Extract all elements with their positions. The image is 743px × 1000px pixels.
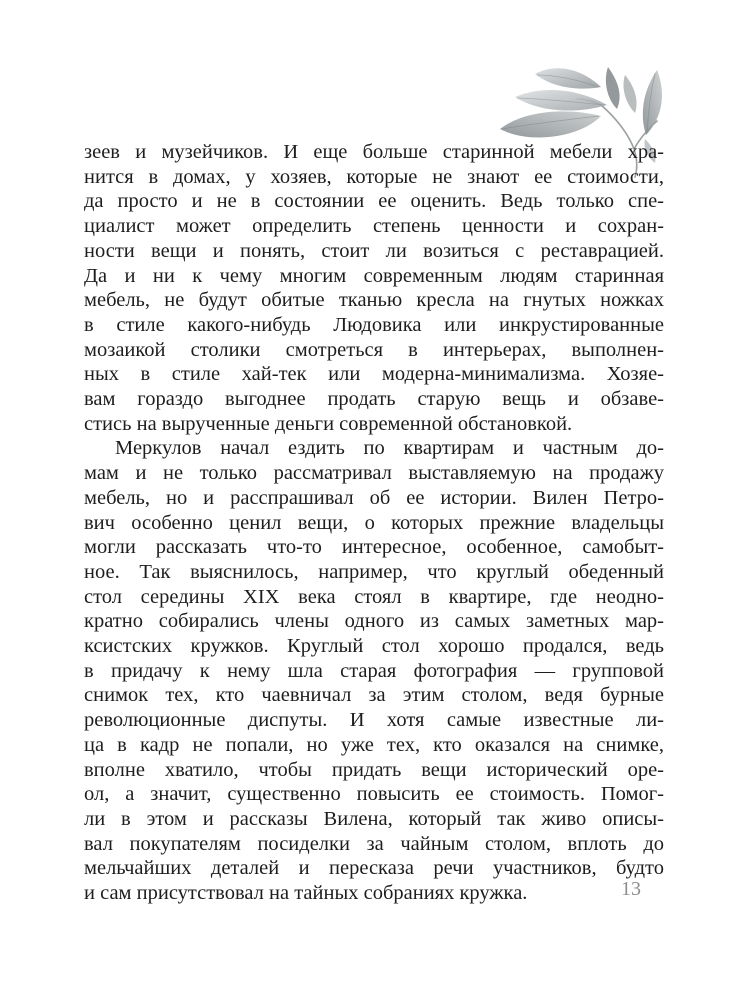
text-line: стись на вырученные деньги современной обстановкой. (84, 412, 573, 435)
text-line: стол середины XIX века стоял в квартире, где неодно- (84, 585, 664, 608)
text-line: мам и не только рассматривал выставляемую на продажу (84, 462, 664, 485)
text-line: да просто и не в состоянии ее оценить. Ведь только спе- (84, 190, 664, 213)
body-text (84, 140, 664, 906)
text-line: в стиле какого-нибудь Людовика или инкрустированные (84, 313, 664, 336)
text-line: зеев и музейчиков. И еще больше старинной мебели хра- (84, 141, 664, 163)
text-line: снимок тех, кто чаевничал за этим столом, ведя бурные (84, 684, 664, 707)
text-line: в придачу к нему шла старая фотография — групповой (84, 659, 664, 682)
paragraph-1 (84, 140, 664, 436)
text-line: революционные диспуты. И хотя самые известные ли- (84, 709, 664, 732)
text-line: вполне хватило, чтобы придать вещи исторический оре- (84, 758, 664, 781)
text-line: мебель, не будут обитые тканью кресла на гнутых ножках (84, 289, 664, 312)
text-line: кратно собирались члены одного из самых заметных мар- (84, 610, 664, 633)
text-line: и сам присутствовал на тайных собраниях кружка. (84, 882, 528, 905)
text-line: нится в домах, у хозяев, которые не знают ее стоимости, (84, 165, 664, 188)
text-line: мельчайших деталей и пересказа речи участников, будто (84, 857, 664, 880)
leaf (515, 90, 607, 111)
text-line: Меркулов начал ездить по квартирам и частным до- (115, 437, 664, 460)
text-line: ол, а значит, существенно повысить ее стоимость. Помог- (84, 783, 664, 806)
paragraph-2 (84, 436, 664, 905)
page-number: 13 (621, 878, 641, 900)
text-line: мебель, но и расспрашивал об ее истории. Вилен Петро- (84, 486, 664, 509)
text-line: ных в стиле хай-тек или модерна-минимализма. Хозяе- (84, 363, 664, 386)
text-line: ксистских кружков. Круглый стол хорошо продался, ведь (84, 635, 664, 658)
text-line: вич особенно ценил вещи, о которых прежние владельцы (84, 511, 664, 534)
text-line: ли в этом и рассказы Вилена, который так живо описы- (84, 807, 664, 830)
leaf (500, 111, 601, 137)
text-line: ности вещи и понять, стоит ли возиться с реставрацией. (84, 239, 664, 262)
text-line: Да и ни к чему многим современным людям старинная (84, 264, 664, 287)
leaf (643, 70, 662, 135)
text-line: мозаикой столики смотреться в интерьерах, выполнен- (84, 338, 664, 361)
text-line: ное. Так выяснилось, например, что круглый обеденный (84, 560, 664, 583)
leaf (606, 67, 620, 109)
text-line: ца в кадр не попали, но уже тех, кто оказался на снимке, (84, 733, 664, 756)
text-line: могли рассказать что-то интересное, особенное, самобыт- (84, 536, 664, 559)
leaf (623, 75, 636, 113)
text-line: вам гораздо выгоднее продать старую вещь и обзаве- (84, 388, 664, 411)
text-line: вал покупателям посиделки за чайным столом, вплоть до (84, 832, 664, 855)
text-line: циалист может определить степень ценности и сохран- (84, 215, 664, 238)
